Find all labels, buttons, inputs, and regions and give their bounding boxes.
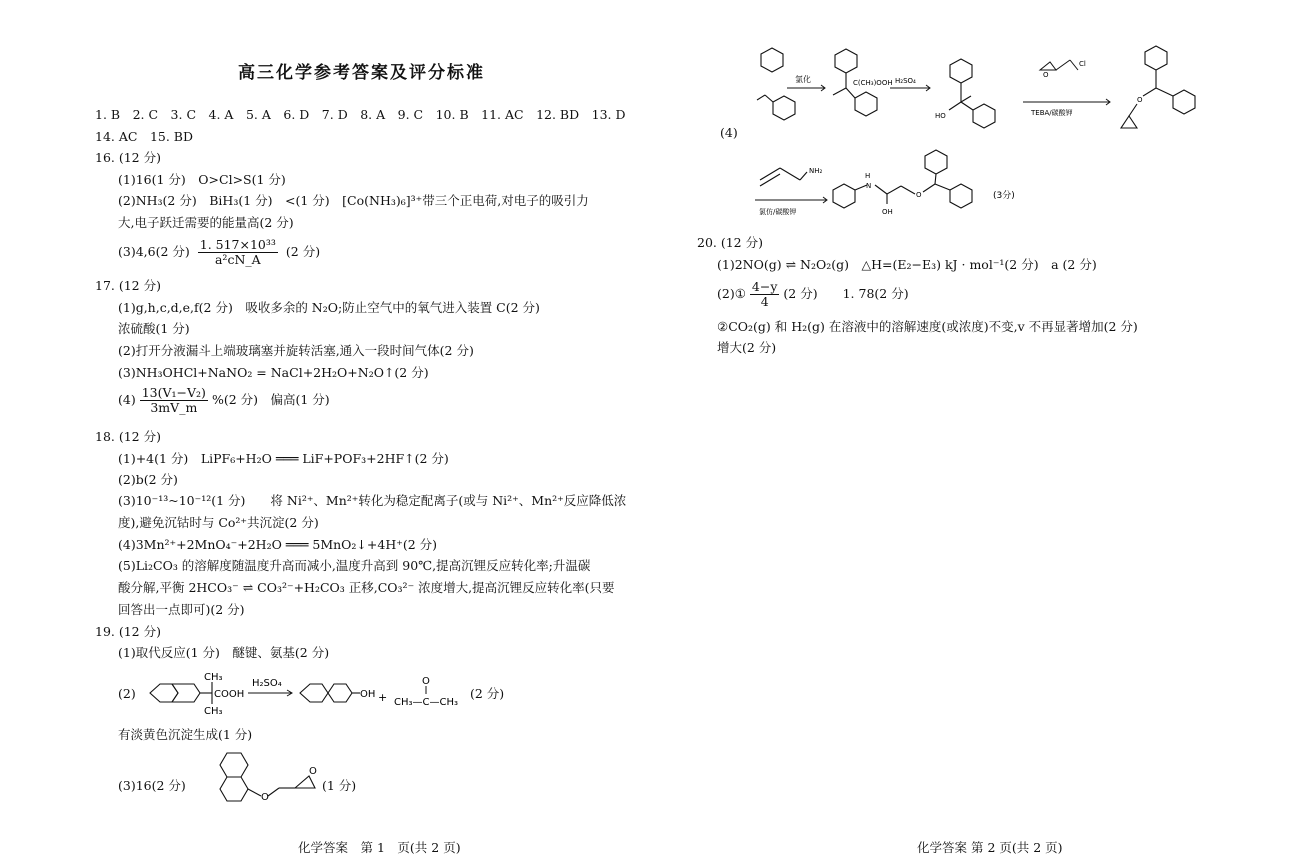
arrow-step4 [755, 197, 827, 203]
page-footer: 化学答案 第 1 页(共 2 页) [298, 840, 461, 855]
answer-page-2 [660, 0, 1293, 867]
epoxide-o-label: O [1043, 71, 1049, 79]
epichlorohydrin-structure [1040, 60, 1078, 70]
q17-heading: 17. (12 分) [95, 278, 161, 293]
hydroxyl-group: OH [360, 689, 376, 700]
q18-part4: (4)3Mn²⁺+2MnO₄⁻+2H₂O ═══ 5MnO₂↓+4H⁺(2 分) [118, 537, 438, 552]
diphenylethanol-structure [949, 59, 995, 128]
chlorine-label: Cl [1079, 60, 1086, 68]
reagent-step2: H₂SO₄ [895, 77, 916, 85]
page-title: 高三化学参考答案及评分标准 [238, 63, 485, 83]
q20-part1: (1)2NO(g) ⇌ N₂O₂(g) △H=(E₂−E₃) kJ · mol⁻¹(2 分) a (2 分) [717, 257, 1097, 272]
fraction-denominator: 3mV_m [150, 400, 198, 415]
q17-part1: (1)g,h,c,d,e,f(2 分) 吸收多余的 N₂O;防止空气中的氧气进入装置 C(2 分) [118, 300, 540, 315]
q20-heading: 20. (12 分) [697, 235, 763, 250]
q19-part2-prefix: (2) [118, 686, 136, 701]
benzene-structure [761, 48, 783, 72]
q17-part4 [118, 386, 330, 415]
allylamine-structure [760, 168, 807, 186]
q19-part1: (1)取代反应(1 分) 醚键、氨基(2 分) [118, 645, 330, 660]
reagent-label: H₂SO₄ [252, 678, 282, 689]
plus-sign: + [378, 691, 388, 704]
reagent-step3: TEBA/碳酸钾 [1031, 109, 1073, 117]
methyl-group-top: CH₃ [204, 672, 223, 683]
q19-part4-label: (4) [720, 125, 738, 140]
q19-part3-score: (1 分) [322, 778, 357, 793]
q16-heading: 16. (12 分) [95, 150, 161, 165]
q19-part4-score: (3分) [993, 191, 1015, 201]
ether-oxygen: O [261, 792, 269, 803]
naphthol-product-structure [300, 684, 360, 702]
fraction-numerator: 13(V₁−V₂) [141, 385, 206, 400]
q20-part2 [717, 280, 909, 309]
hydroperoxide-label: C(CH₃)OOH [853, 79, 893, 87]
q20-fraction [750, 280, 780, 309]
q19-part2-score: (2 分) [470, 686, 505, 701]
fraction-numerator: 1. 517×10³³ [199, 237, 276, 252]
alcohol-label: OH [882, 208, 893, 216]
nitrogen-label: N [866, 182, 872, 190]
q16-part2: (2)NH₃(2 分) BiH₃(1 分) <(1 分) [Co(NH₃)₆]³⁺带三个正电荷,对电子的吸引力 [118, 193, 589, 208]
fraction-denominator: 4 [760, 294, 769, 309]
mc-answers-line-1: 1. B 2. C 3. C 4. A 5. A 6. D 7. D 8. A 9. C 10. B 11. AC 12. BD 13. D [95, 107, 626, 122]
q17-part1-cont: 浓硫酸(1 分) [118, 321, 190, 336]
q18-part5-cont: 酸分解,平衡 2HCO₃⁻ ⇌ CO₃²⁻+H₂CO₃ 正移,CO₃²⁻ 浓度增大,提高沉锂反应转化率(只要 [118, 580, 615, 595]
q16-part3 [118, 238, 320, 267]
glycidyl-ether-structure [1121, 46, 1195, 128]
amine-label: NH₂ [809, 167, 823, 175]
nh-hydrogen-label: H [865, 172, 871, 180]
arrow-step1 [787, 85, 825, 91]
reagent-step1: 氯化 [795, 75, 811, 84]
q19-part4-synthesis-scheme [745, 40, 1285, 230]
epoxide-oxygen: O [309, 766, 317, 777]
q16-density-fraction [198, 238, 278, 267]
acetone-formula: CH₃—C—CH₃ [394, 697, 459, 708]
arrow-step3 [1023, 99, 1110, 105]
ether-o-label: O [1137, 96, 1143, 104]
q19-reaction-scheme [140, 668, 500, 718]
q17-part4-prefix: (4) [118, 392, 136, 407]
reaction-arrow [248, 690, 292, 696]
q20-part2-answer: 增大(2 分) [717, 340, 777, 355]
q20-part2-prefix: (2)① [717, 286, 746, 301]
q20-part2-explanation: ②CO₂(g) 和 H₂(g) 在溶液中的溶解速度(或浓度)不变,v 不再显著增加(2 分) [717, 319, 1138, 334]
hydroxyl-label: HO [935, 112, 946, 120]
q16-part2-cont: 大,电子跃迁需要的能量高(2 分) [118, 215, 294, 230]
q19-heading: 19. (12 分) [95, 624, 161, 639]
carboxyl-group: COOH [214, 689, 245, 700]
ethylbenzene-structure [757, 95, 795, 120]
methyl-group-bottom: CH₃ [204, 706, 223, 717]
q16-part3-prefix: (3)4,6(2 分) [118, 244, 190, 259]
q18-part5-cont2: 回答出一点即可)(2 分) [118, 602, 245, 617]
acetone-carbonyl-oxygen: O [422, 676, 430, 687]
mc-answers-line-2: 14. AC 15. BD [95, 129, 194, 144]
q17-purity-fraction [140, 386, 208, 415]
q19-part2-observation: 有淡黄色沉淀生成(1 分) [118, 727, 253, 742]
q17-part3: (3)NH₃OHCl+NaNO₂ = NaCl+2H₂O+N₂O↑(2 分) [118, 365, 429, 380]
q17-part4-score: %(2 分) 偏高(1 分) [211, 392, 330, 407]
q16-part3-score: (2 分) [285, 244, 321, 259]
q18-part3-cont: 度),避免沉钴时与 Co²⁺共沉淀(2 分) [118, 515, 319, 530]
q18-part5: (5)Li₂CO₃ 的溶解度随温度升高而减小,温度升高到 90℃,提高沉锂反应转化率;升温碳 [118, 558, 591, 573]
page-footer: 化学答案 第 2 页(共 2 页) [917, 840, 1063, 855]
q20-part2-score: (2 分) 1. 78(2 分) [783, 286, 909, 301]
q18-part1: (1)+4(1 分) LiPF₆+H₂O ═══ LiF+POF₃+2HF↑(2 分) [118, 451, 449, 466]
arrow-step2 [890, 85, 930, 91]
fraction-numerator: 4−y [751, 279, 778, 294]
q19-part3-prefix: (3)16(2 分) [118, 778, 186, 793]
q18-heading: 18. (12 分) [95, 429, 161, 444]
reagent-step4: 氯仿/碳酸钾 [759, 208, 797, 216]
final-product-structure [833, 150, 972, 208]
q16-part1: (1)16(1 分) O>Cl>S(1 分) [118, 172, 286, 187]
product-ether-o-label: O [916, 191, 922, 199]
fraction-denominator: a²cN_A [214, 252, 261, 267]
q18-part2: (2)b(2 分) [118, 472, 178, 487]
naphthalene-reactant-structure [150, 682, 212, 704]
q18-part3: (3)10⁻¹³~10⁻¹²(1 分) 将 Ni²⁺、Mn²⁺转化为稳定配离子(或与 Ni²⁺、Mn²⁺反应降低浓 [118, 493, 627, 508]
q17-part2: (2)打开分液漏斗上端玻璃塞并旋转活塞,通入一段时间气体(2 分) [118, 343, 474, 358]
